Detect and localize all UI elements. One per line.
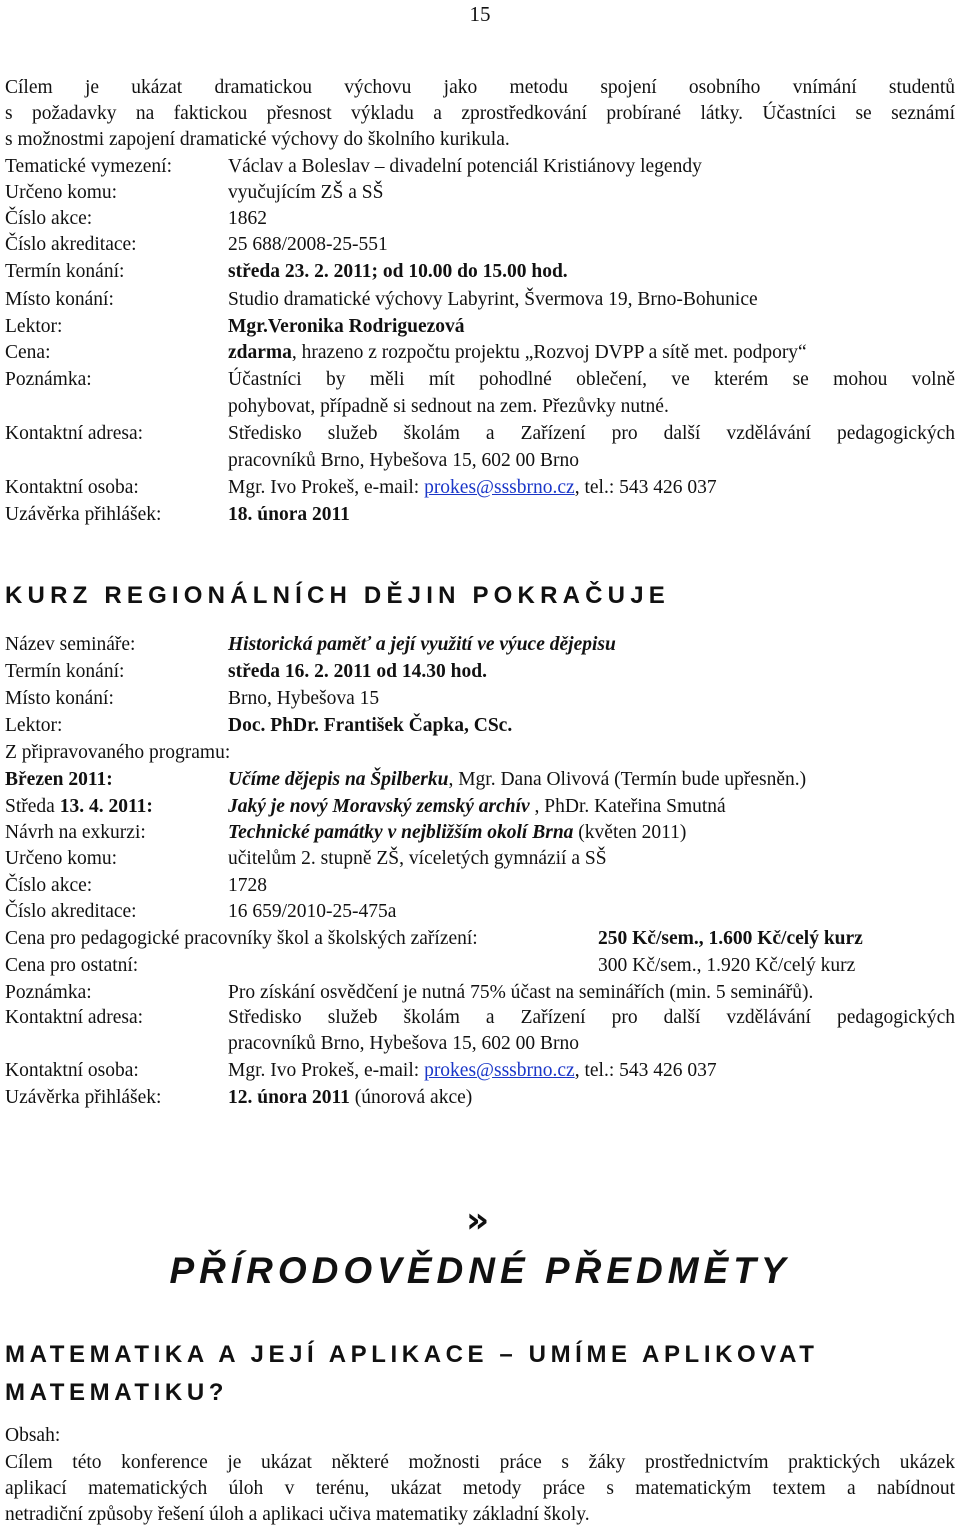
section-title: PŘÍRODOVĚDNÉ PŘEDMĚTY <box>169 1250 791 1291</box>
contact-value <box>228 475 955 501</box>
deadline-label: Uzávěrka přihlášek: <box>5 504 162 525</box>
note-label: Poznámka: <box>5 982 92 1003</box>
lector-value: Mgr.Veronika Rodriguezová <box>228 316 465 337</box>
accreditation-value: 25 688/2008-25-551 <box>228 234 388 255</box>
action-no-label: Číslo akce: <box>5 208 93 229</box>
event2-place-row <box>5 686 955 712</box>
event2-audience-row <box>5 846 955 872</box>
price-value <box>228 340 955 366</box>
contact-label: Kontaktní osoba: <box>5 477 139 498</box>
price-rest: , hrazeno z rozpočtu projektu „Rozvoj DVPP a sítě met. podpory“ <box>291 342 807 363</box>
program-item-1-value <box>228 767 955 793</box>
event2-date-row <box>5 659 955 685</box>
event1-date-row <box>5 259 955 285</box>
program-item-3-value <box>228 820 955 846</box>
seminar-label: Název semináře: <box>5 634 136 655</box>
program-item-1 <box>5 767 955 793</box>
address-line-1: Středisko služeb školám a Zařízení pro další vzdělávání pedagogických <box>228 423 955 444</box>
address-line-2: pracovníků Brno, Hybešova 15, 602 00 Brno <box>228 1033 579 1054</box>
event2-contact-row <box>5 1058 955 1084</box>
contents-line-2: aplikací matematických úloh v terénu, ukázat metody práce s matematickým textem a nabídnout <box>5 1478 955 1499</box>
event2-price2-row <box>5 953 955 979</box>
accreditation-label: Číslo akreditace: <box>5 901 137 922</box>
price-bold: zdarma <box>228 342 292 363</box>
address-line-2: pracovníků Brno, Hybešova 15, 602 00 Brno <box>228 450 579 471</box>
action-no-value: 1862 <box>228 208 267 229</box>
intro-line-3: s možnostmi zapojení dramatické výchovy do školního kurikula. <box>5 129 510 150</box>
program-item-2-rest: , PhDr. Kateřina Smutná <box>529 796 726 817</box>
program-item-2 <box>5 794 955 820</box>
event2-seminar-row <box>5 632 955 658</box>
program-item-2-value <box>228 794 955 820</box>
address-label: Kontaktní adresa: <box>5 423 144 444</box>
audience-value: učitelům 2. stupně ZŠ, víceletých gymnázií a SŠ <box>228 848 607 869</box>
event1-price-row <box>5 340 955 366</box>
note-value: Pro získání osvědčení je nutná 75% účast na seminářích (min. 5 seminářů). <box>228 982 814 1003</box>
program-item-3-rest: (květen 2011) <box>573 822 687 843</box>
accreditation-label: Číslo akreditace: <box>5 234 137 255</box>
audience-value: vyučujícím ZŠ a SŠ <box>228 182 384 203</box>
event2-note-row <box>5 980 955 1006</box>
contents-label: Obsah: <box>5 1425 61 1446</box>
price1-value: 250 Kč/sem., 1.600 Kč/celý kurz <box>598 928 863 949</box>
theme-value: Václav a Boleslav – divadelní potenciál Kristiánovy legendy <box>228 156 702 177</box>
event1-action-no-row <box>5 206 955 232</box>
program-item-1-title: Učíme dějepis na Špilberku <box>228 769 449 790</box>
action-no-value: 1728 <box>228 875 267 896</box>
program-item-2-title: Jaký je nový Moravský zemský archív <box>228 796 530 817</box>
address-line-1: Středisko služeb školám a Zařízení pro další vzdělávání pedagogických <box>228 1007 955 1028</box>
deadline-bold: 12. února 2011 <box>228 1087 350 1108</box>
event1-theme-row <box>5 154 955 180</box>
deadline-value <box>228 1085 955 1111</box>
event2-lector-row <box>5 713 955 739</box>
price2-value: 300 Kč/sem., 1.920 Kč/celý kurz <box>598 955 856 976</box>
page-number: 15 <box>469 2 491 26</box>
math-heading-line-2: MATEMATIKU? <box>5 1379 229 1406</box>
action-no-label: Číslo akce: <box>5 875 93 896</box>
event1-lector-row <box>5 314 955 340</box>
event2-deadline-row <box>5 1085 955 1111</box>
lector-value: Doc. PhDr. František Čapka, CSc. <box>228 715 513 736</box>
contact-value <box>228 1058 955 1084</box>
event1-deadline-row <box>5 502 955 528</box>
place-value: Studio dramatické výchovy Labyrint, Švermova 19, Brno-Bohunice <box>228 289 758 310</box>
event1-place-row <box>5 287 955 313</box>
contents-line-1: Cílem této konference je ukázat některé možnosti práce s žáky prostřednictvím praktických ukázek <box>5 1452 955 1473</box>
program-item-1-rest: , Mgr. Dana Olivová (Termín bude upřesněn.) <box>448 769 807 790</box>
date-label: Termín konání: <box>5 661 125 682</box>
event1-accreditation-row <box>5 232 955 258</box>
audience-label: Určeno komu: <box>5 182 118 203</box>
program-heading-row <box>5 740 955 766</box>
deadline-label: Uzávěrka přihlášek: <box>5 1087 162 1108</box>
price-label: Cena: <box>5 342 51 363</box>
seminar-value: Historická paměť a její využití ve výuce dějepisu <box>228 634 616 655</box>
contact-email-link[interactable]: prokes@sssbrno.cz <box>424 1060 575 1081</box>
intro-line-2: s požadavky na faktickou přesnost výkladu a zprostředkování probírané látky. Účastníci se seznámí <box>5 103 955 124</box>
program-item-2-label-bold: 13. 4. 2011: <box>59 796 153 817</box>
audience-label: Určeno komu: <box>5 848 118 869</box>
event2-accreditation-row <box>5 899 955 925</box>
accreditation-value: 16 659/2010-25-475a <box>228 901 397 922</box>
math-heading-line-1: MATEMATIKA A JEJÍ APLIKACE – UMÍME APLIKOVAT <box>5 1341 819 1368</box>
program-item-3-label: Návrh na exkurzi: <box>5 822 146 843</box>
date-label: Termín konání: <box>5 261 125 282</box>
deadline-rest: (únorová akce) <box>349 1087 473 1108</box>
note-label: Poznámka: <box>5 369 92 390</box>
program-label: Z připravovaného programu: <box>5 742 231 763</box>
event2-action-no-row <box>5 873 955 899</box>
program-item-3 <box>5 820 955 846</box>
note-line-2: pohybovat, případně si sednout na zem. Přezůvky nutné. <box>228 396 669 417</box>
contact-suffix: , tel.: 543 426 037 <box>574 477 717 498</box>
place-value: Brno, Hybešova 15 <box>228 688 380 709</box>
place-label: Místo konání: <box>5 289 114 310</box>
contact-prefix: Mgr. Ivo Prokeš, e-mail: <box>228 1060 425 1081</box>
contact-prefix: Mgr. Ivo Prokeš, e-mail: <box>228 477 425 498</box>
date-value: středa 16. 2. 2011 od 14.30 hod. <box>228 661 487 682</box>
contact-label: Kontaktní osoba: <box>5 1060 139 1081</box>
program-item-3-title: Technické památky v nejbližším okolí Brna <box>228 822 574 843</box>
address-label: Kontaktní adresa: <box>5 1007 144 1028</box>
price2-label: Cena pro ostatní: <box>5 955 139 976</box>
theme-label: Tematické vymezení: <box>5 156 173 177</box>
contact-suffix: , tel.: 543 426 037 <box>574 1060 717 1081</box>
chevron-right-icon: » <box>466 1200 490 1241</box>
event1-contact-row <box>5 475 955 501</box>
event2-price1-row <box>5 926 955 952</box>
lector-label: Lektor: <box>5 715 63 736</box>
event1-audience-row <box>5 180 955 206</box>
price1-label: Cena pro pedagogické pracovníky škol a školských zařízení: <box>5 928 478 949</box>
program-item-2-label-plain: Středa <box>5 796 60 817</box>
contact-email-link[interactable]: prokes@sssbrno.cz <box>424 477 575 498</box>
program-item-1-label: Březen 2011: <box>5 769 113 790</box>
date-value: středa 23. 2. 2011; od 10.00 do 15.00 hod. <box>228 261 568 282</box>
deadline-value: 18. února 2011 <box>228 504 350 525</box>
course-heading: KURZ REGIONÁLNÍCH DĚJIN POKRAČUJE <box>5 582 670 609</box>
intro-line-1: Cílem je ukázat dramatickou výchovu jako metodu spojení osobního vnímání studentů <box>5 77 955 98</box>
place-label: Místo konání: <box>5 688 114 709</box>
note-line-1: Účastníci by měli mít pohodlné oblečení, ve kterém se mohou volně <box>228 369 955 390</box>
program-item-2-label <box>5 794 153 820</box>
lector-label: Lektor: <box>5 316 63 337</box>
contents-line-3: netradiční způsoby řešení úloh a aplikaci učiva matematiky základní školy. <box>5 1504 590 1525</box>
